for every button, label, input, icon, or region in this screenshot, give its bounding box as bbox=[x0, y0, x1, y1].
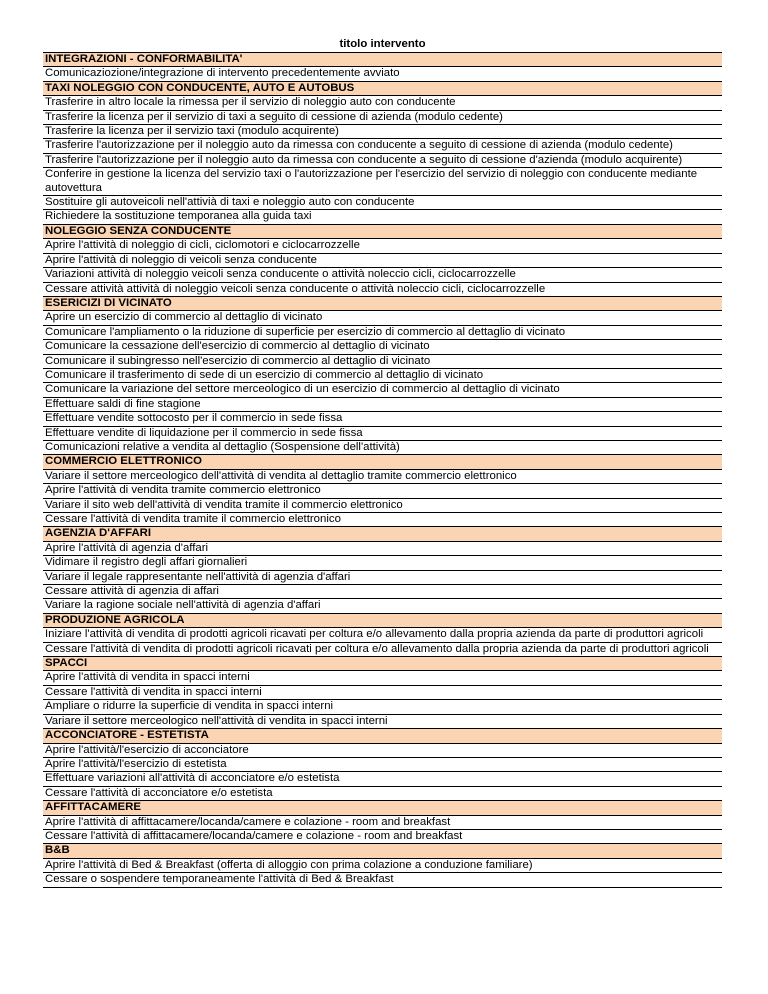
section-header: PRODUZIONE AGRICOLA bbox=[43, 614, 722, 628]
table-row: Variare il legale rappresentante nell'attività di agenzia d'affari bbox=[43, 571, 722, 585]
section-header: INTEGRAZIONI - CONFORMABILITA' bbox=[43, 53, 722, 67]
table-row: Comunicare la variazione del settore merceologico di un esercizio di commercio al dettaglio di vicinato bbox=[43, 383, 722, 397]
table-row: Sostituire gli autoveicoli nell'attivià di taxi e noleggio auto con conducente bbox=[43, 196, 722, 210]
table-row: Aprire l'attività di vendita tramite commercio elettronico bbox=[43, 484, 722, 498]
table-row: Trasferire la licenza per il servizio taxi (modulo acquirente) bbox=[43, 125, 722, 139]
table-row: Variazioni attività di noleggio veicoli senza conducente o attività noleccio cicli, ciclocarrozzelle bbox=[43, 268, 722, 282]
table-row: Cessare l'attività di acconciatore e/o estetista bbox=[43, 787, 722, 801]
table-row: Cessare l'attività di vendita in spacci interni bbox=[43, 686, 722, 700]
table-row: Cessare l'attività di affittacamere/locanda/camere e colazione - room and breakfast bbox=[43, 830, 722, 844]
table-row: Comunicazioni relative a vendita al dettaglio (Sospensione dell'attività) bbox=[43, 441, 722, 455]
table-row: Aprire un esercizio di commercio al dettaglio di vicinato bbox=[43, 311, 722, 325]
table-row: Comunicaziozione/integrazione di intervento precedentemente avviato bbox=[43, 67, 722, 81]
table-row: Variare la ragione sociale nell'attività di agenzia d'affari bbox=[43, 599, 722, 613]
table-row: Conferire in gestione la licenza del servizio taxi o l'autorizzazione per l'esercizio del servizio di noleggio con conducente mediante autovettura bbox=[43, 168, 722, 196]
table-row: Comunicare la cessazione dell'esercizio di commercio al dettaglio di vicinato bbox=[43, 340, 722, 354]
table-row: Cessare attività di agenzia di affari bbox=[43, 585, 722, 599]
section-header: AFFITTACAMERE bbox=[43, 801, 722, 815]
table-row: Aprire l'attività di affittacamere/locanda/camere e colazione - room and breakfast bbox=[43, 816, 722, 830]
section-header: ESERICIZI DI VICINATO bbox=[43, 297, 722, 311]
section-header: ACCONCIATORE - ESTETISTA bbox=[43, 729, 722, 743]
table-row: Comunicare l'ampliamento o la riduzione di superficie per esercizio di commercio al dettaglio di vicinato bbox=[43, 326, 722, 340]
table-row: Effettuare vendite sottocosto per il commercio in sede fissa bbox=[43, 412, 722, 426]
table-row: Iniziare l'attività di vendita di prodotti agricoli ricavati per coltura e/o allevamento dalla propria azienda da parte di produttori agricoli bbox=[43, 628, 722, 642]
section-header: SPACCI bbox=[43, 657, 722, 671]
table-row: Aprire l'attività/l'esercizio di estetista bbox=[43, 758, 722, 772]
table-row: Aprire l'attività di agenzia d'affari bbox=[43, 542, 722, 556]
table-row: Richiedere la sostituzione temporanea alla guida taxi bbox=[43, 210, 722, 224]
table-row: Vidimare il registro degli affari giornalieri bbox=[43, 556, 722, 570]
table-row: Trasferire l'autorizzazione per il noleggio auto da rimessa con conducente a seguito di cessione d'azienda (modulo acquirente) bbox=[43, 154, 722, 168]
table-row: Effettuare vendite di liquidazione per il commercio in sede fissa bbox=[43, 427, 722, 441]
section-header: NOLEGGIO SENZA CONDUCENTE bbox=[43, 225, 722, 239]
table-row: Variare il settore merceologico nell'attività di vendita in spacci interni bbox=[43, 715, 722, 729]
table-row: Aprire l'attività di Bed & Breakfast (offerta di alloggio con prima colazione a conduzione familiare) bbox=[43, 859, 722, 873]
table-row: Effettuare saldi di fine stagione bbox=[43, 398, 722, 412]
table-row: Variare il sito web dell'attività di vendita tramite il commercio elettronico bbox=[43, 499, 722, 513]
table-row: Aprire l'attività di vendita in spacci interni bbox=[43, 671, 722, 685]
table-row: Aprire l'attività/l'esercizio di acconciatore bbox=[43, 744, 722, 758]
table-header: titolo intervento bbox=[43, 36, 722, 53]
section-header: COMMERCIO ELETTRONICO bbox=[43, 455, 722, 469]
section-header: B&B bbox=[43, 844, 722, 858]
table-row: Cessare l'attività di vendita tramite il commercio elettronico bbox=[43, 513, 722, 527]
section-header: TAXI NOLEGGIO CON CONDUCENTE, AUTO E AUTOBUS bbox=[43, 82, 722, 96]
intervention-table bbox=[43, 36, 722, 888]
table-row: Comunicare il trasferimento di sede di un esercizio di commercio al dettaglio di vicinato bbox=[43, 369, 722, 383]
table-row: Variare il settore merceologico dell'attività di vendita al dettaglio tramite commercio elettronico bbox=[43, 470, 722, 484]
table-row: Aprire l'attività di noleggio di cicli, ciclomotori e ciclocarrozzelle bbox=[43, 239, 722, 253]
table-row: Trasferire in altro locale la rimessa per il servizio di noleggio auto con conducente bbox=[43, 96, 722, 110]
table-body bbox=[43, 53, 722, 888]
table-row: Cessare o sospendere temporaneamente l'attività di Bed & Breakfast bbox=[43, 873, 722, 887]
table-row: Cessare attività attività di noleggio veicoli senza conducente o attività noleccio cicli, ciclocarrozzelle bbox=[43, 283, 722, 297]
table-row: Ampliare o ridurre la superficie di vendita in spacci interni bbox=[43, 700, 722, 714]
table-row: Trasferire l'autorizzazione per il noleggio auto da rimessa con conducente a seguito di cessione di azienda (modulo cedente) bbox=[43, 139, 722, 153]
section-header: AGENZIA D'AFFARI bbox=[43, 527, 722, 541]
table-row: Cessare l'attività di vendita di prodotti agricoli ricavati per coltura e/o allevamento dalla propria azienda da parte di produttori agricoli bbox=[43, 643, 722, 657]
table-row: Aprire l'attività di noleggio di veicoli senza conducente bbox=[43, 254, 722, 268]
table-row: Comunicare il subingresso nell'esercizio di commercio al dettaglio di vicinato bbox=[43, 355, 722, 369]
table-row: Trasferire la licenza per il servizio di taxi a seguito di cessione di azienda (modulo cedente) bbox=[43, 111, 722, 125]
table-row: Effettuare variazioni all'attività di acconciatore e/o estetista bbox=[43, 772, 722, 786]
